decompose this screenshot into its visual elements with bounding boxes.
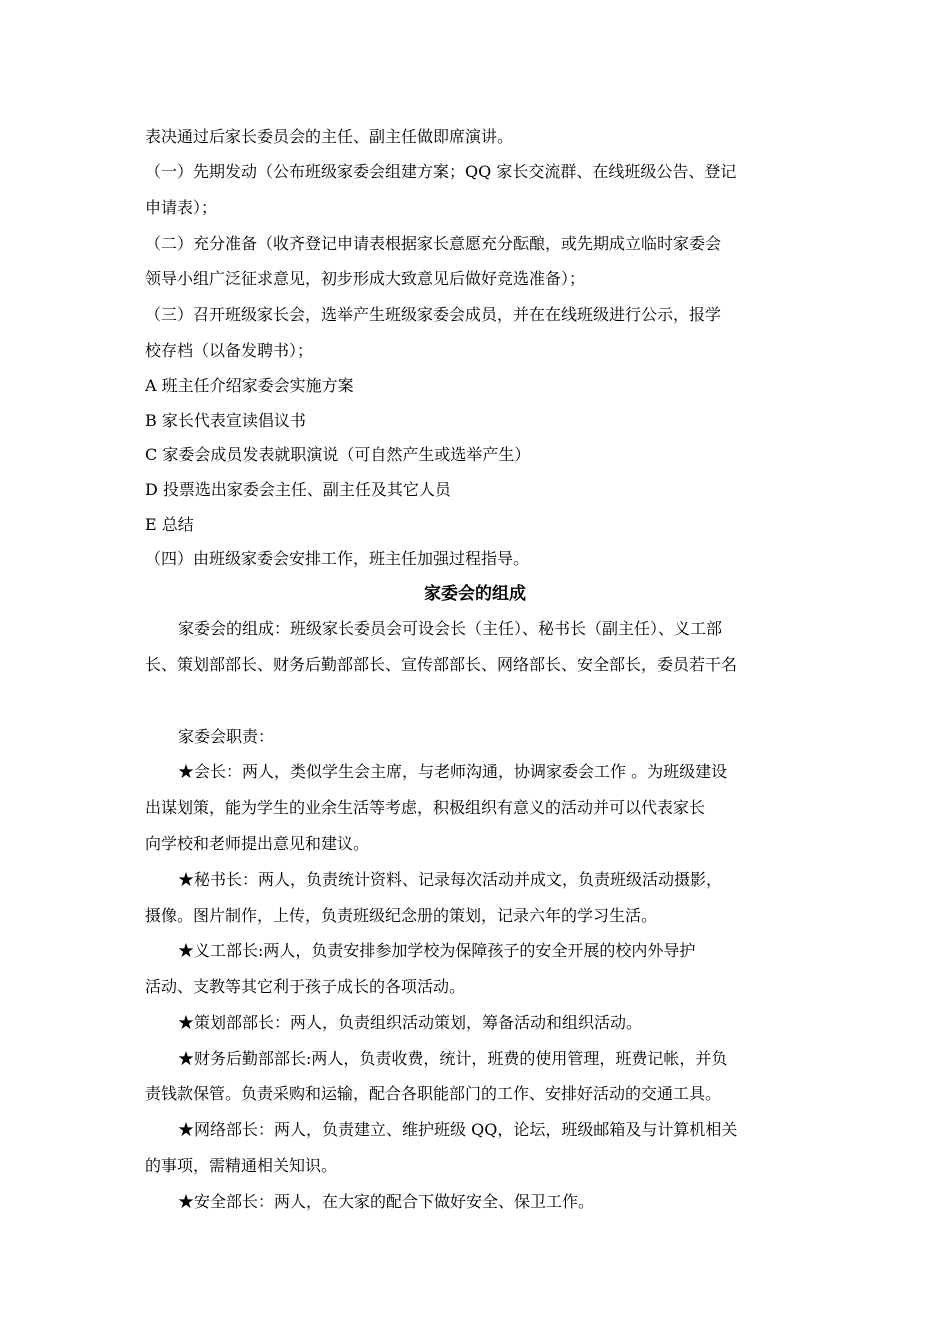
duty-line: 向学校和老师提出意见和建议。 — [145, 834, 370, 853]
duty-line: ★网络部长：两人，负责建立、维护班级 QQ，论坛，班级邮箱及与计算机相关 — [178, 1120, 738, 1139]
duty-line: ★会长：两人，类似学生会主席，与老师沟通，协调家委会工作 。为班级建设 — [178, 762, 728, 781]
text-line: 校存档（以备发聘书）； — [145, 341, 314, 360]
composition-line: 长、策划部部长、财务后勤部部长、宣传部部长、网络部长、安全部长，委员若干名 — [145, 655, 738, 674]
text-line: （三）召开班级家长会，选举产生班级家委会成员，并在在线班级进行公示，报学 — [145, 305, 722, 324]
duty-line: 责钱款保管。负责采购和运输，配合各职能部门的工作、安排好活动的交通工具。 — [145, 1084, 722, 1103]
duty-line: ★安全部长：两人，在大家的配合下做好安全、保卫工作。 — [178, 1192, 595, 1211]
duty-line: ★义工部长:两人，负责安排参加学校为保障孩子的安全开展的校内外导护 — [178, 941, 696, 960]
text-line: 领导小组广泛征求意见，初步形成大致意见后做好竞选准备）； — [145, 269, 586, 288]
composition-line: 家委会的组成：班级家长委员会可设会长（主任）、秘书长（副主任）、义工部 — [178, 619, 723, 638]
text-line: （一）先期发动（公布班级家委会组建方案；QQ 家长交流群、在线班级公告、登记 — [145, 162, 737, 181]
text-line: （四）由班级家委会安排工作，班主任加强过程指导。 — [145, 549, 530, 568]
text-line: （二）充分准备（收齐登记申请表根据家长意愿充分酝酿，或先期成立临时家委会 — [145, 234, 722, 253]
list-item: E 总结 — [145, 515, 194, 534]
text-line: 表决通过后家长委员会的主任、副主任做即席演讲。 — [145, 127, 514, 146]
list-item: B 家长代表宣读倡议书 — [145, 411, 306, 430]
section-heading: 家委会的组成 — [424, 584, 526, 604]
duty-line: ★策划部部长：两人，负责组织活动策划，筹备活动和组织活动。 — [178, 1013, 643, 1032]
duty-line: ★秘书长：两人，负责统计资料、记录每次活动并成文，负责班级活动摄影， — [178, 870, 723, 889]
duty-line: 出谋划策，能为学生的业余生活等考虑，积极组织有意义的活动并可以代表家长 — [145, 798, 706, 817]
duty-line: 的事项，需精通相关知识。 — [145, 1156, 338, 1175]
text-line: 申请表）； — [145, 198, 218, 217]
duty-line: 摄像。图片制作，上传，负责班级纪念册的策划，记录六年的学习生活。 — [145, 906, 658, 925]
list-item: A 班主任介绍家委会实施方案 — [145, 376, 354, 395]
list-item: C 家委会成员发表就职演说（可自然产生或选举产生） — [145, 445, 531, 464]
list-item: D 投票选出家委会主任、副主任及其它人员 — [145, 480, 451, 499]
duty-line: ★财务后勤部部长:两人，负责收费，统计，班费的使用管理，班费记帐，并负 — [178, 1049, 728, 1068]
duty-line: 活动、支教等其它利于孩子成长的各项活动。 — [145, 977, 466, 996]
duties-title: 家委会职责： — [178, 727, 275, 746]
